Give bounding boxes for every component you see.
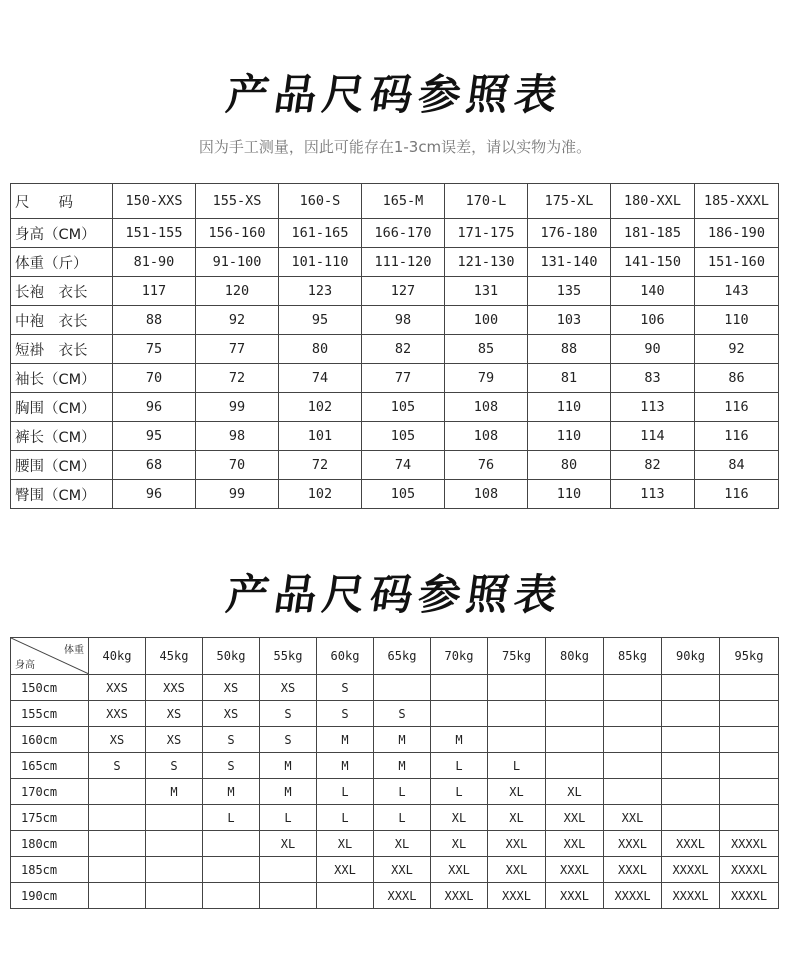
- table-cell: M: [431, 727, 488, 753]
- table-row: [11, 805, 779, 831]
- table-cell: XL: [431, 805, 488, 831]
- table-cell: [720, 701, 779, 727]
- table-cell: 70: [113, 364, 196, 393]
- size-chart-title: 产品尺码参照表: [223, 70, 567, 119]
- table-cell: [203, 857, 260, 883]
- measurement-row-label: 袖长（CM）: [11, 364, 113, 393]
- table-cell: L: [374, 779, 431, 805]
- table-cell: 105: [362, 480, 445, 509]
- weight-column-header: 65kg: [374, 638, 431, 675]
- table-cell: L: [203, 805, 260, 831]
- table-cell: XXXL: [431, 883, 488, 909]
- table-cell: 186-190: [695, 219, 779, 248]
- table-cell: XXL: [431, 857, 488, 883]
- table-cell: XL: [260, 831, 317, 857]
- table-cell: L: [431, 753, 488, 779]
- size-column-header: 160-S: [279, 184, 362, 219]
- garment-size-table: [10, 183, 779, 509]
- table-cell: 99: [196, 480, 279, 509]
- table-cell: 151-155: [113, 219, 196, 248]
- table-cell: [662, 779, 720, 805]
- table-cell: 108: [445, 480, 528, 509]
- table-cell: 80: [528, 451, 611, 480]
- table-cell: 116: [695, 393, 779, 422]
- weight-column-header: 95kg: [720, 638, 779, 675]
- table-cell: 123: [279, 277, 362, 306]
- table-cell: 92: [695, 335, 779, 364]
- table-cell: 77: [362, 364, 445, 393]
- table-cell: 113: [611, 480, 695, 509]
- table-cell: M: [260, 753, 317, 779]
- table-cell: 86: [695, 364, 779, 393]
- weight-column-header: 50kg: [203, 638, 260, 675]
- height-row-label: 180cm: [11, 831, 89, 857]
- table-cell: 110: [528, 422, 611, 451]
- table-cell: [260, 857, 317, 883]
- table-cell: 110: [528, 480, 611, 509]
- table-cell: 110: [528, 393, 611, 422]
- table-cell: 105: [362, 393, 445, 422]
- size-header-row: [11, 184, 779, 219]
- table-cell: XXXXL: [720, 883, 779, 909]
- table-cell: S: [260, 701, 317, 727]
- table-cell: XXXXL: [720, 831, 779, 857]
- table-cell: [546, 701, 604, 727]
- size-column-header: 170-L: [445, 184, 528, 219]
- table-cell: 75: [113, 335, 196, 364]
- table-cell: [89, 857, 146, 883]
- table-cell: XL: [546, 779, 604, 805]
- table-cell: 131: [445, 277, 528, 306]
- table-cell: 74: [279, 364, 362, 393]
- table-cell: XL: [488, 805, 546, 831]
- height-row-label: 150cm: [11, 675, 89, 701]
- measurement-row-label: 腰围（CM）: [11, 451, 113, 480]
- table-row: [11, 727, 779, 753]
- table-cell: 90: [611, 335, 695, 364]
- weight-column-header: 45kg: [146, 638, 203, 675]
- table-cell: XXL: [604, 805, 662, 831]
- table-cell: [720, 727, 779, 753]
- table-cell: 74: [362, 451, 445, 480]
- measurement-row-label: 臀围（CM）: [11, 480, 113, 509]
- table-cell: [89, 805, 146, 831]
- table-cell: [662, 753, 720, 779]
- table-cell: 102: [279, 393, 362, 422]
- table-cell: 79: [445, 364, 528, 393]
- table-cell: [203, 831, 260, 857]
- table-cell: [488, 727, 546, 753]
- table-cell: S: [374, 701, 431, 727]
- table-cell: [720, 779, 779, 805]
- table-cell: [662, 675, 720, 701]
- table-cell: 120: [196, 277, 279, 306]
- table-cell: [317, 883, 374, 909]
- height-row-label: 170cm: [11, 779, 89, 805]
- size-recommendation-title: 产品尺码参照表: [223, 570, 567, 619]
- table-cell: S: [146, 753, 203, 779]
- table-cell: [662, 701, 720, 727]
- size-column-header: 150-XXS: [113, 184, 196, 219]
- weight-column-header: 80kg: [546, 638, 604, 675]
- table-cell: [604, 727, 662, 753]
- table-cell: 143: [695, 277, 779, 306]
- height-weight-size-table: [10, 637, 779, 909]
- measurement-note: 因为手工测量，因此可能存在1-3cm误差，请以实物为准。: [198, 138, 592, 156]
- table-cell: 141-150: [611, 248, 695, 277]
- measurement-row-label: 身高（CM）: [11, 219, 113, 248]
- table-cell: 100: [445, 306, 528, 335]
- table-cell: [146, 857, 203, 883]
- table-cell: 171-175: [445, 219, 528, 248]
- table-cell: 113: [611, 393, 695, 422]
- size-column-header: 185-XXXL: [695, 184, 779, 219]
- table-cell: 131-140: [528, 248, 611, 277]
- table-cell: [146, 805, 203, 831]
- measurement-row-label: 体重（斤）: [11, 248, 113, 277]
- table-cell: 88: [528, 335, 611, 364]
- table-cell: 116: [695, 422, 779, 451]
- table-cell: 116: [695, 480, 779, 509]
- table-row: [11, 701, 779, 727]
- table-cell: 99: [196, 393, 279, 422]
- table-cell: 117: [113, 277, 196, 306]
- height-row-label: 190cm: [11, 883, 89, 909]
- table-cell: 108: [445, 422, 528, 451]
- table-cell: 72: [196, 364, 279, 393]
- table-cell: 72: [279, 451, 362, 480]
- table-row: [11, 219, 779, 248]
- measurement-row-label: 中袍 衣长: [11, 306, 113, 335]
- table-cell: XXXL: [604, 831, 662, 857]
- size-corner-label: 尺 码: [11, 184, 113, 219]
- table-cell: XXXXL: [720, 857, 779, 883]
- table-cell: XXL: [546, 805, 604, 831]
- table-cell: XXXXL: [662, 857, 720, 883]
- weight-column-header: 60kg: [317, 638, 374, 675]
- table-cell: XS: [146, 701, 203, 727]
- table-cell: 161-165: [279, 219, 362, 248]
- table-cell: 108: [445, 393, 528, 422]
- table-cell: XXXXL: [662, 883, 720, 909]
- height-row-label: 165cm: [11, 753, 89, 779]
- size-column-header: 180-XXL: [611, 184, 695, 219]
- table-cell: 111-120: [362, 248, 445, 277]
- table-cell: 127: [362, 277, 445, 306]
- table-cell: 181-185: [611, 219, 695, 248]
- table-cell: XXL: [374, 857, 431, 883]
- table-row: [11, 480, 779, 509]
- table-row: [11, 277, 779, 306]
- table-cell: 96: [113, 393, 196, 422]
- table-cell: [604, 753, 662, 779]
- table-cell: [604, 675, 662, 701]
- table-cell: XS: [89, 727, 146, 753]
- table-cell: M: [146, 779, 203, 805]
- table-cell: 106: [611, 306, 695, 335]
- table-cell: S: [203, 753, 260, 779]
- table-cell: XS: [203, 675, 260, 701]
- table-row: [11, 335, 779, 364]
- table-cell: 101: [279, 422, 362, 451]
- table-cell: [146, 883, 203, 909]
- table-row: [11, 306, 779, 335]
- table-row: [11, 779, 779, 805]
- table-row: [11, 422, 779, 451]
- table-cell: 95: [279, 306, 362, 335]
- table-cell: [89, 779, 146, 805]
- table-cell: 103: [528, 306, 611, 335]
- table-cell: 121-130: [445, 248, 528, 277]
- table-cell: L: [317, 779, 374, 805]
- table-cell: 81-90: [113, 248, 196, 277]
- table-cell: [546, 675, 604, 701]
- table-cell: XS: [203, 701, 260, 727]
- table-cell: M: [260, 779, 317, 805]
- table-cell: [260, 883, 317, 909]
- table-row: [11, 831, 779, 857]
- table-row: [11, 393, 779, 422]
- table-cell: 102: [279, 480, 362, 509]
- table-cell: 101-110: [279, 248, 362, 277]
- table-cell: 83: [611, 364, 695, 393]
- table-cell: M: [317, 753, 374, 779]
- table-cell: XXXL: [604, 857, 662, 883]
- table-cell: 88: [113, 306, 196, 335]
- table-cell: M: [203, 779, 260, 805]
- measurement-row-label: 裤长（CM）: [11, 422, 113, 451]
- table-cell: 82: [611, 451, 695, 480]
- height-axis-label: 身高: [15, 660, 35, 671]
- table-cell: 110: [695, 306, 779, 335]
- table-cell: XXS: [146, 675, 203, 701]
- measurement-row-label: 长袍 衣长: [11, 277, 113, 306]
- table-cell: L: [374, 805, 431, 831]
- table-cell: XXL: [488, 831, 546, 857]
- table-cell: XL: [317, 831, 374, 857]
- table-cell: 95: [113, 422, 196, 451]
- weight-column-header: 90kg: [662, 638, 720, 675]
- table-cell: S: [317, 675, 374, 701]
- table-cell: [374, 675, 431, 701]
- table-cell: 98: [362, 306, 445, 335]
- table-cell: XXXL: [488, 883, 546, 909]
- table-cell: 140: [611, 277, 695, 306]
- table-cell: 176-180: [528, 219, 611, 248]
- table-cell: XL: [488, 779, 546, 805]
- table-cell: XL: [431, 831, 488, 857]
- weight-axis-label: 体重: [64, 645, 84, 656]
- table-row: [11, 753, 779, 779]
- table-cell: M: [317, 727, 374, 753]
- table-cell: L: [260, 805, 317, 831]
- weight-column-header: 75kg: [488, 638, 546, 675]
- table-cell: XXXL: [662, 831, 720, 857]
- table-cell: [146, 831, 203, 857]
- table-cell: 96: [113, 480, 196, 509]
- table-cell: S: [89, 753, 146, 779]
- table-cell: 82: [362, 335, 445, 364]
- weight-column-header: 70kg: [431, 638, 488, 675]
- table-cell: 114: [611, 422, 695, 451]
- table-row: [11, 883, 779, 909]
- table-cell: 77: [196, 335, 279, 364]
- table-row: [11, 857, 779, 883]
- table-cell: [431, 701, 488, 727]
- table-row: [11, 451, 779, 480]
- weight-header-row: [11, 638, 779, 675]
- table-cell: XXXXL: [604, 883, 662, 909]
- table-cell: 98: [196, 422, 279, 451]
- table-cell: 84: [695, 451, 779, 480]
- table-cell: L: [488, 753, 546, 779]
- table-cell: S: [260, 727, 317, 753]
- table-cell: L: [431, 779, 488, 805]
- table-cell: XXL: [546, 831, 604, 857]
- size-column-header: 165-M: [362, 184, 445, 219]
- table-cell: 68: [113, 451, 196, 480]
- measurement-row-label: 短褂 衣长: [11, 335, 113, 364]
- table-cell: 151-160: [695, 248, 779, 277]
- table-cell: [720, 805, 779, 831]
- table-cell: M: [374, 727, 431, 753]
- diagonal-corner-cell: [11, 638, 89, 675]
- table-cell: S: [203, 727, 260, 753]
- table-cell: 156-160: [196, 219, 279, 248]
- table-cell: XS: [260, 675, 317, 701]
- table-cell: [604, 779, 662, 805]
- table-cell: XXL: [317, 857, 374, 883]
- table-row: [11, 675, 779, 701]
- table-row: [11, 248, 779, 277]
- table-cell: [720, 675, 779, 701]
- table-cell: XL: [374, 831, 431, 857]
- table-cell: [546, 753, 604, 779]
- table-cell: XXS: [89, 675, 146, 701]
- table-cell: S: [317, 701, 374, 727]
- weight-column-header: 85kg: [604, 638, 662, 675]
- table-cell: XXS: [89, 701, 146, 727]
- table-cell: 81: [528, 364, 611, 393]
- table-cell: XXXL: [546, 857, 604, 883]
- table-cell: 166-170: [362, 219, 445, 248]
- size-column-header: 175-XL: [528, 184, 611, 219]
- table-cell: [203, 883, 260, 909]
- table-cell: 135: [528, 277, 611, 306]
- table-cell: [720, 753, 779, 779]
- height-row-label: 175cm: [11, 805, 89, 831]
- table-cell: M: [374, 753, 431, 779]
- table-cell: [431, 675, 488, 701]
- height-row-label: 185cm: [11, 857, 89, 883]
- table-cell: 91-100: [196, 248, 279, 277]
- table-cell: XXL: [488, 857, 546, 883]
- table-cell: XXXL: [546, 883, 604, 909]
- size-column-header: 155-XS: [196, 184, 279, 219]
- table-cell: 85: [445, 335, 528, 364]
- table-cell: L: [317, 805, 374, 831]
- height-row-label: 155cm: [11, 701, 89, 727]
- height-row-label: 160cm: [11, 727, 89, 753]
- weight-column-header: 40kg: [89, 638, 146, 675]
- table-cell: [89, 831, 146, 857]
- table-cell: 92: [196, 306, 279, 335]
- table-cell: 70: [196, 451, 279, 480]
- table-cell: [488, 675, 546, 701]
- table-cell: [662, 805, 720, 831]
- table-cell: 76: [445, 451, 528, 480]
- measurement-row-label: 胸围（CM）: [11, 393, 113, 422]
- weight-column-header: 55kg: [260, 638, 317, 675]
- table-cell: XXXL: [374, 883, 431, 909]
- table-cell: [604, 701, 662, 727]
- table-row: [11, 364, 779, 393]
- table-cell: [89, 883, 146, 909]
- table-cell: 105: [362, 422, 445, 451]
- table-cell: [662, 727, 720, 753]
- table-cell: [546, 727, 604, 753]
- table-cell: XS: [146, 727, 203, 753]
- table-cell: 80: [279, 335, 362, 364]
- table-cell: [488, 701, 546, 727]
